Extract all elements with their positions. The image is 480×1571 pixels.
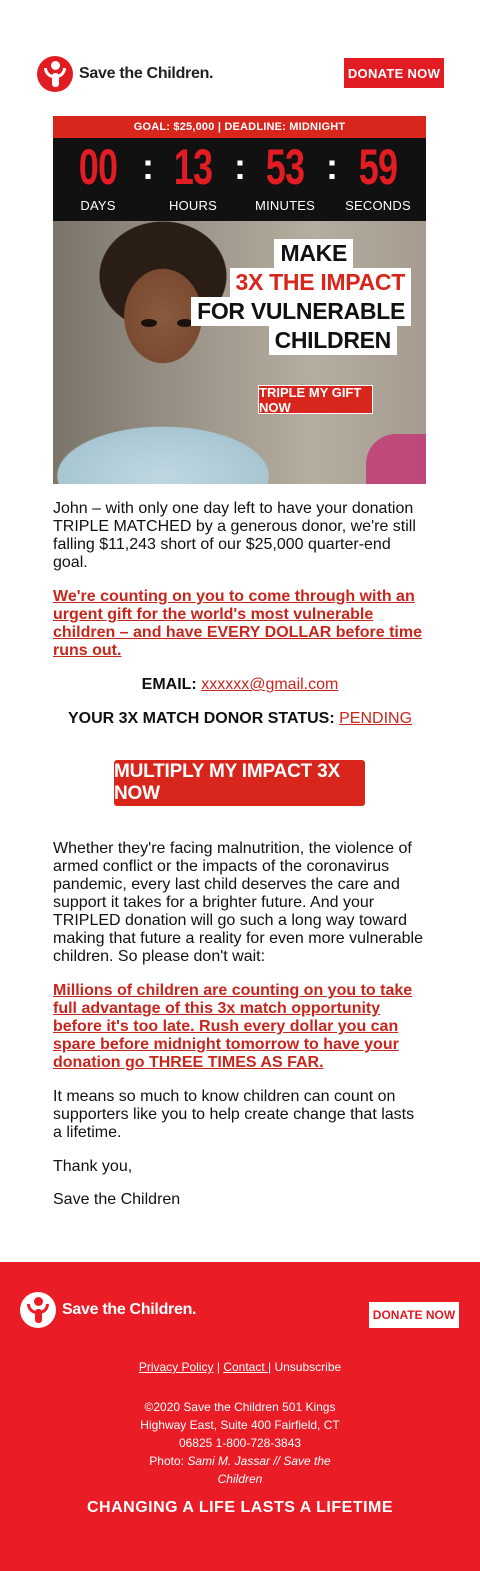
privacy-policy-link[interactable]: Privacy Policy — [138, 1360, 214, 1374]
photo-detail — [141, 319, 157, 327]
footer-address — [130, 1398, 350, 1488]
countdown-value: 53 — [265, 139, 305, 195]
countdown-value: 59 — [358, 139, 398, 195]
body-paragraph — [53, 840, 426, 966]
urgent-gift-link[interactable]: We're counting on you to come through with an urgent gift for the world's most vulnerable children – and have EVERY DOLLAR before time runs out. — [53, 588, 422, 659]
goal-bar: GOAL: $25,000 | DEADLINE: MIDNIGHT — [53, 116, 426, 138]
email-line — [0, 676, 480, 694]
millions-paragraph — [53, 982, 426, 1072]
thanks-text: Thank you, — [53, 1158, 133, 1175]
headline-line: FOR VULNERABLE — [191, 297, 411, 326]
email-header — [0, 0, 480, 110]
countdown-label: MINUTES — [255, 198, 315, 213]
triple-my-gift-button[interactable]: TRIPLE MY GIFT NOW — [258, 385, 373, 414]
countdown-label: HOURS — [169, 198, 217, 213]
countdown-timer — [53, 138, 426, 221]
headline-line: CHILDREN — [269, 326, 397, 355]
link-separator: | — [268, 1360, 275, 1374]
photo-credit: Sami M. Jassar // Save the Children — [187, 1454, 331, 1486]
signature-text: Save the Children — [53, 1191, 181, 1208]
donor-status-link[interactable]: PENDING — [339, 710, 413, 727]
photo-detail — [366, 434, 426, 484]
logo-text: Save the Children. — [79, 65, 214, 82]
countdown-seconds — [338, 138, 418, 213]
countdown-separator: : — [326, 146, 338, 187]
closing-paragraph — [53, 1088, 426, 1142]
countdown-separator: : — [234, 146, 246, 187]
hero-headline — [191, 239, 411, 355]
email-label: EMAIL: — [141, 676, 197, 693]
donate-now-button[interactable]: DONATE NOW — [344, 58, 444, 88]
multiply-impact-button[interactable]: MULTIPLY MY IMPACT 3X NOW — [114, 760, 365, 806]
thanks-line — [53, 1158, 426, 1176]
urgent-paragraph — [53, 588, 426, 660]
footer-logo[interactable] — [20, 1292, 196, 1328]
donor-status-line — [0, 710, 480, 728]
link-separator: | — [213, 1360, 224, 1374]
unsubscribe-link[interactable]: Unsubscribe — [274, 1360, 342, 1374]
child-photo — [53, 221, 426, 484]
contact-link[interactable]: Contact — [223, 1360, 269, 1374]
header-logo[interactable] — [37, 56, 213, 92]
countdown-hours — [153, 138, 233, 213]
email-link[interactable]: xxxxxx@gmail.com — [201, 676, 339, 693]
footer-donate-button[interactable]: DONATE NOW — [369, 1302, 459, 1328]
headline-line: 3X THE IMPACT — [230, 268, 411, 297]
logo-text: Save the Children. — [62, 1301, 197, 1318]
countdown-days — [58, 138, 138, 213]
footer-links — [0, 1360, 480, 1374]
donor-status-label: YOUR 3X MATCH DONOR STATUS: — [67, 710, 335, 727]
address-text: ©2020 Save the Children 501 Kings Highway East, Suite 400 Fairfield, CT 06825 1-800-728-3843 — [140, 1400, 340, 1450]
photo-label: Photo: — [149, 1454, 188, 1468]
closing-text: It means so much to know children can count on supporters like you to help create change that lasts a lifetime. — [53, 1088, 415, 1141]
countdown-label: SECONDS — [345, 198, 411, 213]
countdown-separator: : — [142, 146, 154, 187]
hero-banner[interactable] — [53, 116, 426, 484]
intro-text: John – with only one day left to have your donation TRIPLE MATCHED by a generous donor, we're still falling $11,243 short of our $25,000 quarter-end goal. — [53, 500, 416, 571]
email-footer — [0, 1262, 480, 1571]
child-logo-icon — [37, 56, 73, 92]
child-logo-icon — [20, 1292, 56, 1328]
headline-line: MAKE — [274, 239, 353, 268]
intro-paragraph — [53, 500, 426, 572]
countdown-value: 00 — [78, 139, 118, 195]
countdown-label: DAYS — [80, 198, 116, 213]
body-text: Whether they're facing malnutrition, the violence of armed conflict or the impacts of the coronavirus pandemic, every last child deserves the care and support it takes for a brighter future. And your TRIPLED donation will go such a long way toward making that future a reality for even more vulnerable children. So please don't wait: — [53, 840, 423, 965]
countdown-value: 13 — [173, 139, 213, 195]
countdown-minutes — [245, 138, 325, 213]
footer-tagline: CHANGING A LIFE LASTS A LIFETIME — [86, 1499, 394, 1516]
signature-line — [53, 1191, 426, 1209]
millions-link[interactable]: Millions of children are counting on you to take full advantage of this 3x match opportunity before it's too late. Rush every dollar you can spare before midnight tomorrow to have your donation go THREE TIMES AS FAR. — [53, 982, 413, 1071]
